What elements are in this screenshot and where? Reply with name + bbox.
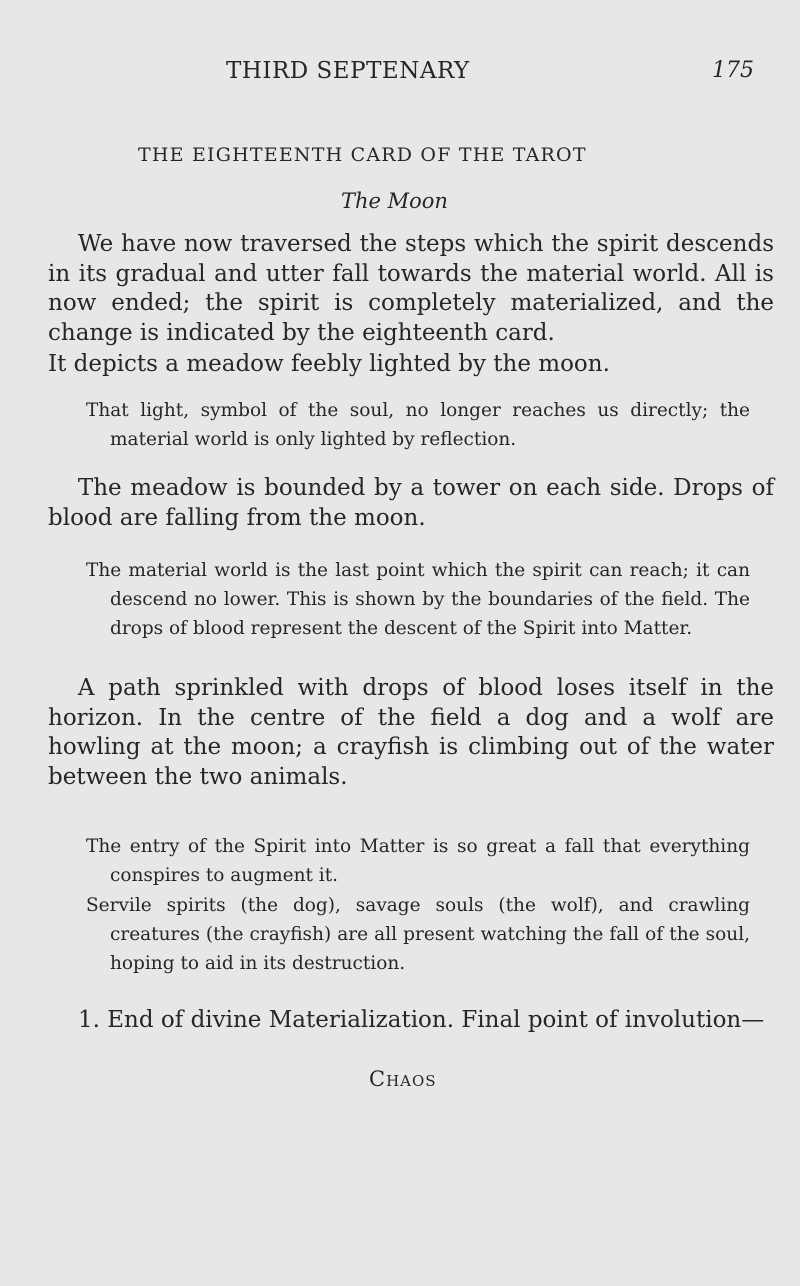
- page-number: 175: [712, 58, 754, 83]
- paragraph-end-materialization: 1. End of divine Materialization. Final point of involution—: [78, 1007, 765, 1033]
- gloss-entry-spirit: The entry of the Spirit into Matter is so great a fall that everything conspires to augment it.: [86, 836, 750, 886]
- gloss-servile-spirits: Servile spirits (the dog), savage souls (the wolf), and crawling creatures (the crayfish) are all present watching the fall of the soul, hoping to aid in its destruction.: [86, 895, 750, 974]
- section-heading: THE EIGHTEENTH CARD OF THE TAROT: [138, 144, 587, 166]
- closing-word-chaos: Chaos: [369, 1067, 437, 1091]
- paragraph-traversed-steps: We have now traversed the steps which the spirit descends in its gradual and utter fall towards the material world. All is now ended; the spirit is completely materialized, and the change is indicated by the eighteenth card.: [48, 231, 774, 346]
- paragraph-path-animals: A path sprinkled with drops of blood loses itself in the horizon. In the centre of the field a dog and a wolf are howling at the moon; a crayfish is climbing out of the water between the two animals.: [48, 675, 774, 790]
- gloss-light-symbol: That light, symbol of the soul, no longer reaches us directly; the material world is only lighted by reflection.: [86, 400, 750, 450]
- paragraph-towers-blood: The meadow is bounded by a tower on each side. Drops of blood are falling from the moon.: [48, 475, 774, 531]
- gloss-material-world: The material world is the last point which the spirit can reach; it can descend no lower. This is shown by the boundaries of the field. The drops of blood represent the descent of the Spirit into Matter.: [86, 560, 750, 639]
- paragraph-meadow-moon: It depicts a meadow feebly lighted by the moon.: [48, 351, 610, 377]
- running-head: THIRD SEPTENARY: [226, 58, 470, 84]
- section-subtitle: The Moon: [341, 189, 448, 213]
